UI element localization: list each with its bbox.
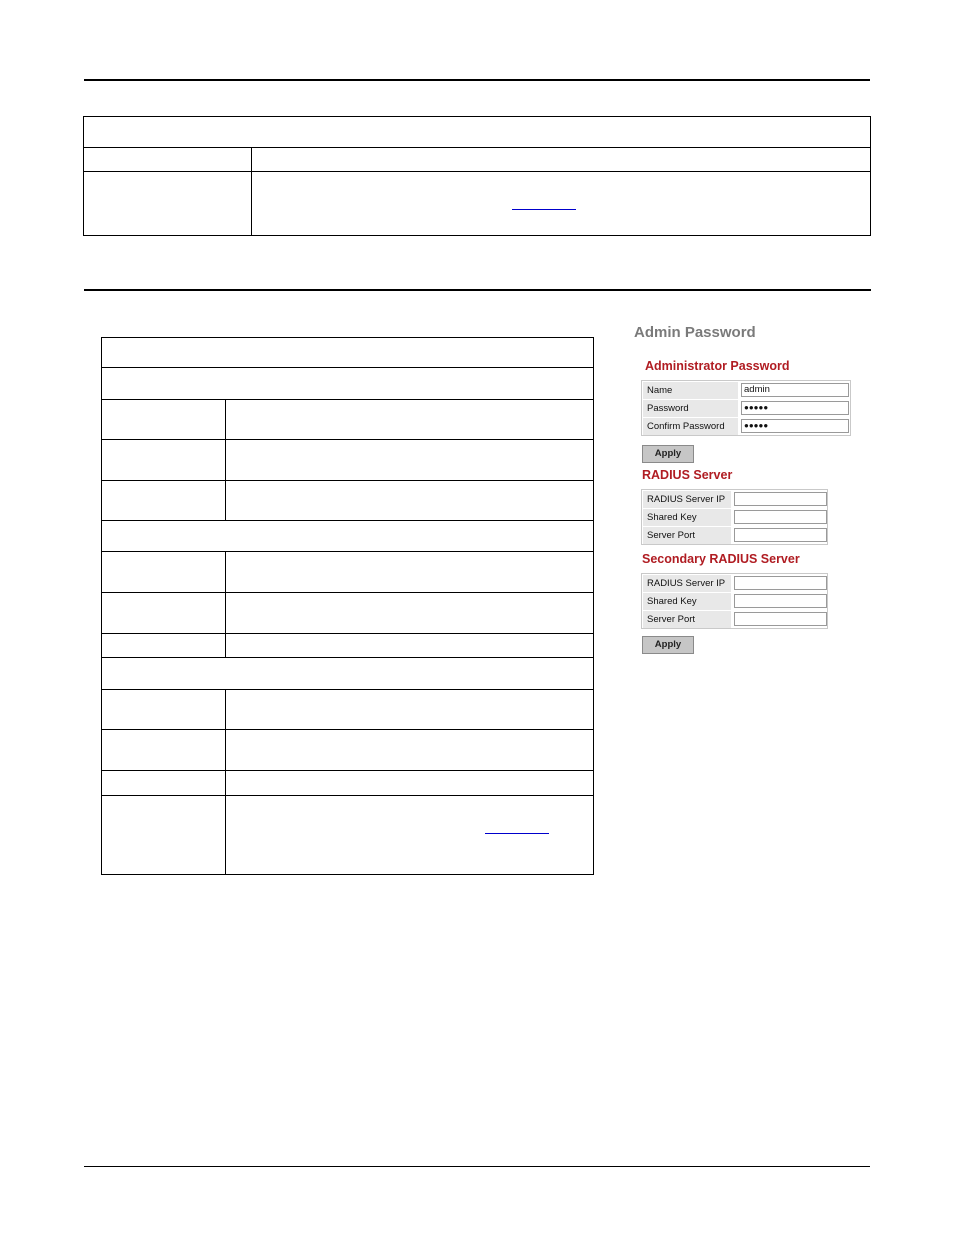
confirm-password-input[interactable]: ●●●●● [741, 419, 849, 433]
radius-row-ip [643, 491, 827, 508]
admin-form [641, 380, 851, 436]
radius-ip-input[interactable] [734, 492, 827, 506]
radius-section-title: RADIUS Server [642, 468, 733, 482]
top-table-row-divider [83, 147, 871, 148]
table-col-divider [225, 399, 226, 520]
field-label: RADIUS Server IP [643, 575, 731, 592]
secondary-server-port-input[interactable] [734, 612, 827, 626]
secondary-radius-form [641, 573, 828, 629]
admin-section-title: Administrator Password [645, 359, 790, 373]
name-input[interactable]: admin [741, 383, 849, 397]
field-label: Shared Key [643, 509, 731, 526]
field-label: Confirm Password [643, 418, 738, 435]
secondary-radius-section-title: Secondary RADIUS Server [642, 552, 800, 566]
footer-rule [84, 1166, 870, 1167]
table-row-divider [101, 520, 594, 521]
table-row-divider [101, 592, 594, 593]
field-label: Server Port [643, 527, 731, 544]
top-table-row-divider [83, 171, 871, 172]
secondary-shared-key-input[interactable] [734, 594, 827, 608]
table-row-divider [101, 480, 594, 481]
field-label: Shared Key [643, 593, 731, 610]
section-rule [84, 289, 871, 291]
table-row-divider [101, 729, 594, 730]
table-row-divider [101, 367, 594, 368]
secondary-row-port [643, 611, 827, 628]
field-label: Server Port [643, 611, 731, 628]
header-rule [84, 79, 870, 81]
admin-row-confirm [643, 418, 850, 435]
page-title: Admin Password [634, 324, 756, 341]
top-table [83, 116, 871, 236]
password-input[interactable]: ●●●●● [741, 401, 849, 415]
table-row-divider [101, 770, 594, 771]
table-row-divider [101, 551, 594, 552]
description-table-link[interactable] [485, 833, 549, 834]
field-label: Password [643, 400, 738, 417]
server-port-input[interactable] [734, 528, 827, 542]
table-col-divider [225, 551, 226, 657]
table-row-divider [101, 657, 594, 658]
secondary-row-ip [643, 575, 827, 592]
radius-row-port [643, 527, 827, 544]
radius-form [641, 489, 828, 545]
table-row-divider [101, 439, 594, 440]
secondary-radius-ip-input[interactable] [734, 576, 827, 590]
top-table-link[interactable] [512, 209, 576, 210]
field-label: Name [643, 382, 738, 399]
table-row-divider [101, 795, 594, 796]
admin-row-name [643, 382, 850, 399]
table-row-divider [101, 633, 594, 634]
secondary-row-key [643, 593, 827, 610]
field-label: RADIUS Server IP [643, 491, 731, 508]
top-table-col-divider [251, 147, 252, 236]
shared-key-input[interactable] [734, 510, 827, 524]
table-row-divider [101, 689, 594, 690]
admin-row-password [643, 400, 850, 417]
apply-button[interactable]: Apply [642, 636, 694, 654]
table-row-divider [101, 399, 594, 400]
radius-row-key [643, 509, 827, 526]
table-col-divider [225, 689, 226, 875]
apply-button[interactable]: Apply [642, 445, 694, 463]
